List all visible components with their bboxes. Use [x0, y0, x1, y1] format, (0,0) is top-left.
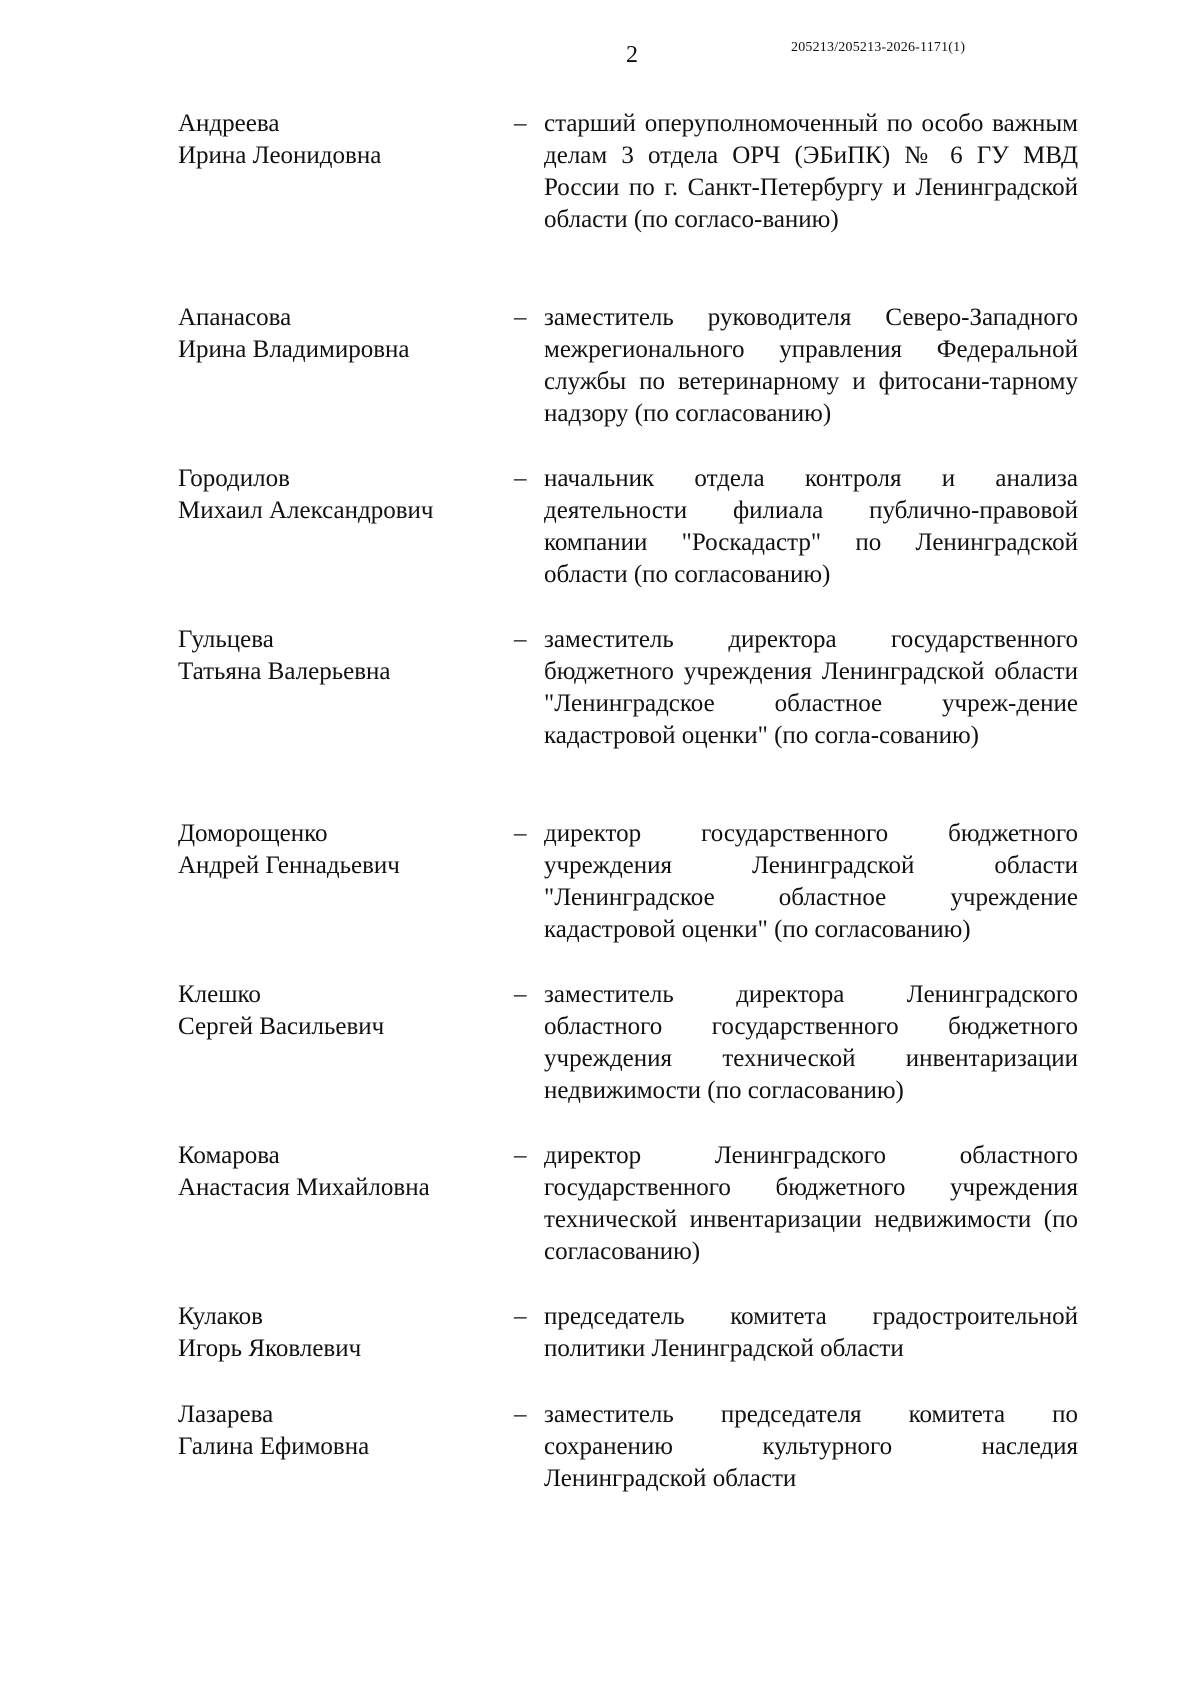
- member-position: председатель комитета градостроительной политики Ленинградской области: [544, 1303, 1078, 1362]
- member-given-names: Ирина Владимировна: [178, 336, 410, 363]
- dash: –: [514, 110, 527, 137]
- member-name: [178, 108, 498, 172]
- dash: –: [514, 820, 527, 847]
- member-given-names: Сергей Васильевич: [178, 1013, 385, 1040]
- member-given-names: Ирина Леонидовна: [178, 142, 382, 169]
- member-surname: Клешко: [178, 981, 261, 1008]
- dash: –: [514, 1142, 527, 1169]
- member-given-names: Андрей Геннадьевич: [178, 852, 400, 879]
- member-name: [178, 1399, 498, 1463]
- member-position: заместитель председателя комитета по сохранению культурного наследия Ленинградской области: [544, 1401, 1078, 1492]
- member-position: старший оперуполномоченный по особо важным делам 3 отдела ОРЧ (ЭБиПК) № 6 ГУ МВД России по г. Санкт-Петербургу и Ленинградской области (по согласо-ванию): [544, 110, 1078, 233]
- member-surname: Кулаков: [178, 1303, 263, 1330]
- dash: –: [514, 626, 527, 653]
- dash: –: [514, 1303, 527, 1330]
- member-surname: Гульцева: [178, 626, 274, 653]
- member-surname: Городилов: [178, 465, 290, 492]
- member-given-names: Анастасия Михайловна: [178, 1174, 430, 1201]
- member-name: [178, 1140, 498, 1204]
- dash: –: [514, 1401, 527, 1428]
- member-name: [178, 302, 498, 366]
- member-position: директор государственного бюджетного учреждения Ленинградской области "Ленинградское областное учреждение кадастровой оценки" (по согласованию): [544, 820, 1078, 943]
- member-surname: Лазарева: [178, 1401, 274, 1428]
- member-given-names: Татьяна Валерьевна: [178, 658, 391, 685]
- document-id: 205213/205213-2026-1171(1): [791, 40, 966, 55]
- member-position: заместитель директора государственного бюджетного учреждения Ленинградской области "Ленинградское областное учреж-дение кадастровой оценки" (по согла-сованию): [544, 626, 1078, 749]
- dash: –: [514, 304, 527, 331]
- member-given-names: Игорь Яковлевич: [178, 1335, 362, 1362]
- member-name: [178, 818, 498, 882]
- member-surname: Доморощенко: [178, 820, 328, 847]
- member-position: заместитель директора Ленинградского областного государственного бюджетного учреждения технической инвентаризации недвижимости (по согласованию): [544, 981, 1078, 1104]
- member-surname: Комарова: [178, 1142, 280, 1169]
- member-given-names: Михаил Александрович: [178, 497, 434, 524]
- member-position: начальник отдела контроля и анализа деятельности филиала публично-правовой компании "Роскадастр" по Ленинградской области (по согласованию): [544, 465, 1078, 588]
- member-surname: Андреева: [178, 110, 280, 137]
- member-name: [178, 624, 498, 688]
- dash: –: [514, 465, 527, 492]
- member-position: заместитель руководителя Северо-Западного межрегионального управления Федеральной службы по ветеринарному и фитосани-тарному надзору (по согласованию): [544, 304, 1078, 427]
- member-given-names: Галина Ефимовна: [178, 1433, 370, 1460]
- page-number: 2: [626, 42, 638, 68]
- member-name: [178, 1301, 498, 1365]
- dash: –: [514, 981, 527, 1008]
- member-name: [178, 979, 498, 1043]
- member-position: директор Ленинградского областного государственного бюджетного учреждения технической инвентаризации недвижимости (по согласованию): [544, 1142, 1078, 1265]
- member-surname: Апанасова: [178, 304, 292, 331]
- member-name: [178, 463, 498, 527]
